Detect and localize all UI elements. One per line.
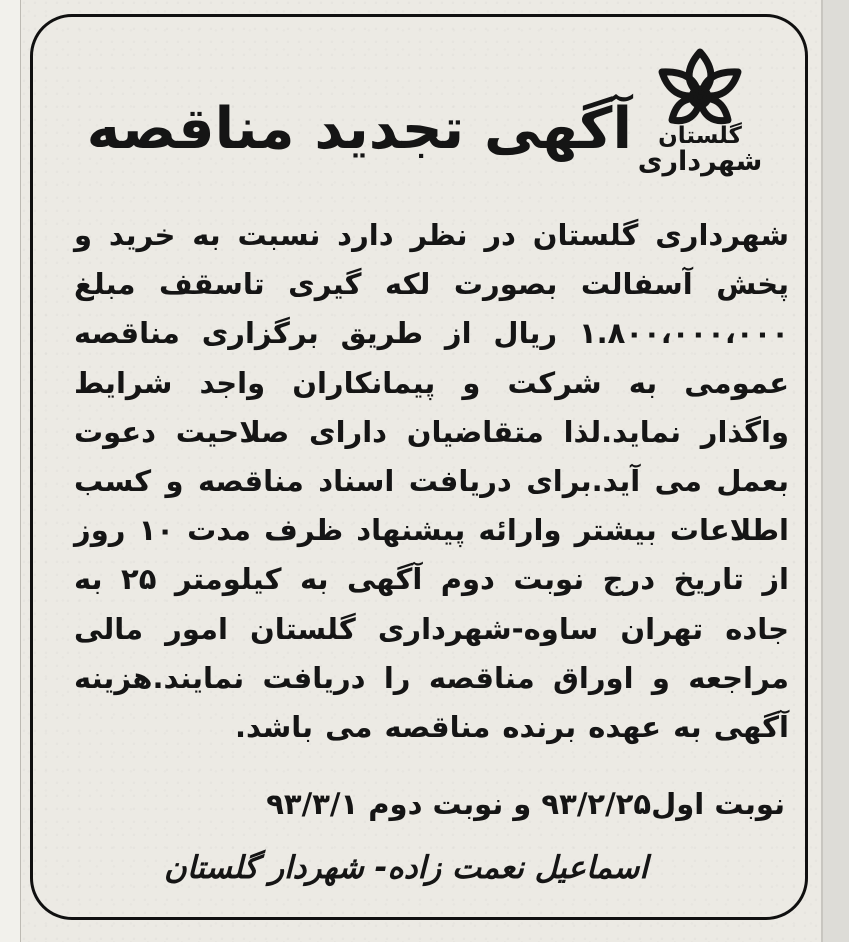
announcement-body: شهرداری گلستان در نظر دارد نسبت به خرید و پخش آسفالت بصورت لکه گیری تاسقف مبلغ ۱.۸۰۰،۰۰۰،۰۰۰ ریال از طریق برگزاری مناقصه عمومی به شرکت و پیمانکاران واجد شرایط واگذار نماید.لذا متقاضیان دارای صلاحیت دعوت بعمل می آید.برای دریافت اسناد مناقصه و کسب اطلاعات بیشتر وارائه پیشنهاد ظرف مدت ۱۰ روز از تاریخ درج نوبت دوم آگهی به کیلومتر ۲۵ به جاده تهران ساوه-شهرداری گلستان امور مالی مراجعه و اوراق مناقصه را دریافت نمایند.هزینه آگهی به عهده برنده مناقصه می باشد.: [74, 218, 790, 745]
publication-dates: نوبت اول۹۳/۲/۲۵ و نوبت دوم ۹۳/۳/۱: [266, 787, 785, 821]
announcement-header: [46, 38, 792, 203]
logo-text-municipality: شهرداری: [637, 146, 763, 177]
left-page-edge: [0, 0, 21, 942]
municipality-logo: [630, 44, 770, 186]
logo-text-golestan: گلستان: [658, 123, 742, 149]
right-page-edge: [821, 0, 849, 942]
announcement-title: آگهی تجدید مناقصه: [86, 96, 632, 162]
flower-logo-icon: [642, 44, 758, 132]
mayor-signature: اسماعیل نعمت زاده- شهردار گلستان: [164, 850, 648, 886]
